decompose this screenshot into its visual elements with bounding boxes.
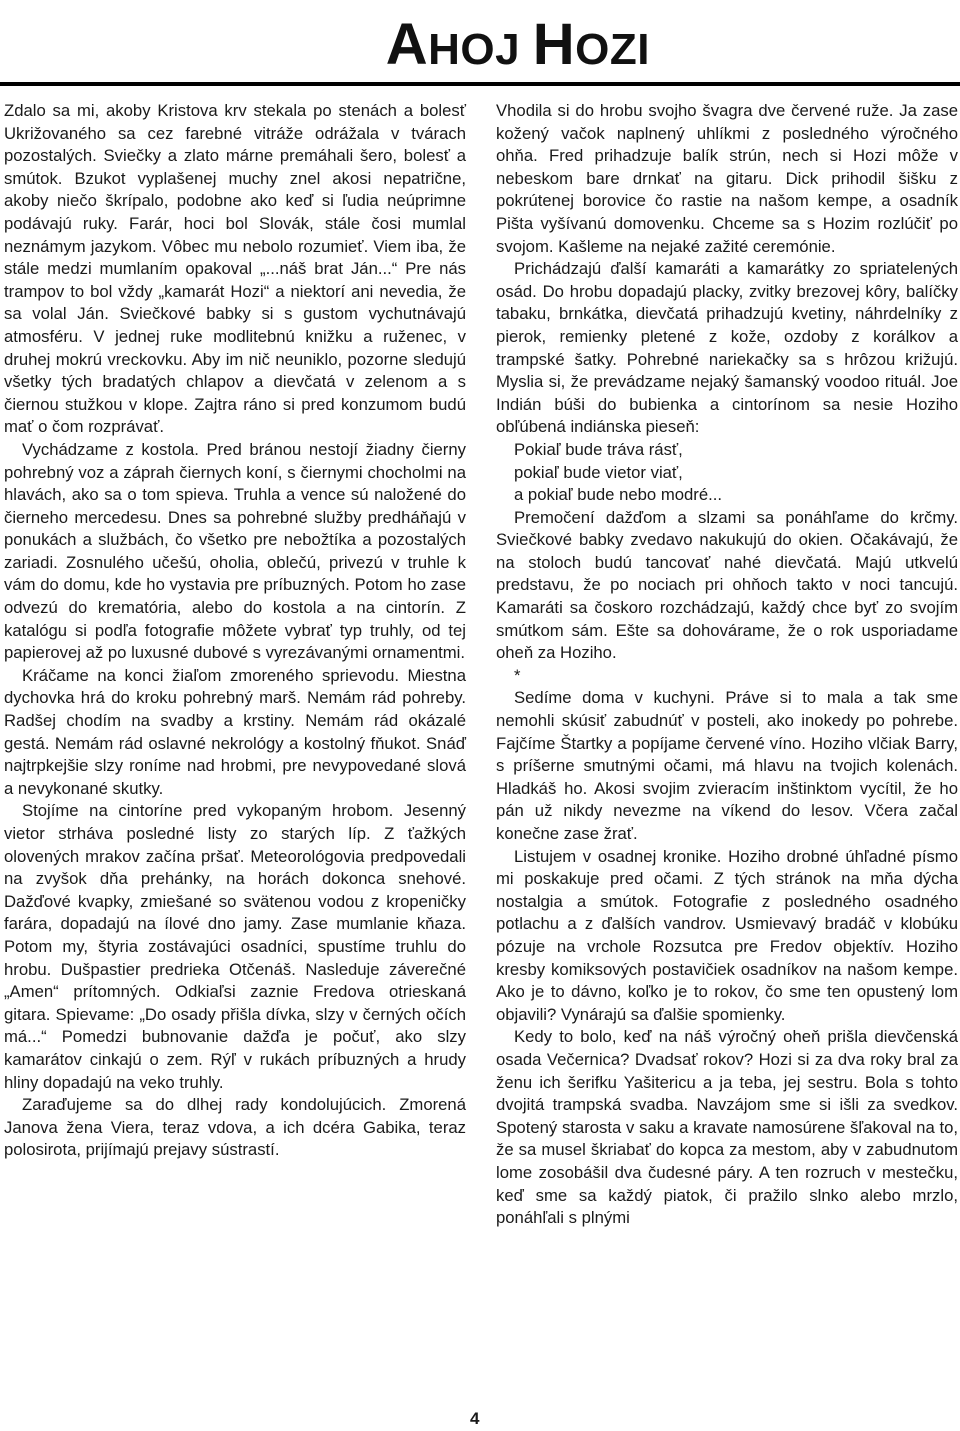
paragraph: Kedy to bolo, keď na náš výročný oheň prišla dievčenská osada Večernica? Dvadsať rokov? Hozi si za dva roky bral za ženu ich šerifku Yašitericu a ja teba, jej sestru. Bola s tohto dvojitá trampská svadba. Navzájom sme si išli za svedkov. Spotený starosta v saku a kravate namosúrene šľakoval na to, že sa musel škriabať do kopca za mestom, aby v zabudnutom lome zosobášil dva čudesné páry. A ten rozruch v mestečku, keď sme sa každý piatok, či pražilo slnko alebo mrzlo, ponáhľali s plnými bbox=[496, 1027, 958, 1228]
paragraph: Vychádzame z kostola. Pred bránou nestojí žiadny čierny pohrebný voz a záprah čiernych koní, s čiernymi chocholmi na hlavách, ako sa o tom spieva. Truhla a vence sú naložené do čierneho mercedesu. Dnes sa pohrebné služby predháňajú v ponukách a službách, čo všetko pre nebožtíka a pozostalých zariadi. Zosnulého učešú, oholia, oblečú, privezú v truhle k vám do domu, kde ho vystavia pre príbuzných. Potom ho zase odvezú do krematória, alebo do kostola a na cintorín. Z katalógu si podľa fotografie môžete vybrať typ truhly, od tej papierovej až po luxusné dubové s vyrezávanými ornamentmi. bbox=[4, 439, 466, 663]
page-number: 4 bbox=[470, 1409, 480, 1428]
song-verse-line: a pokiaľ bude nebo modré... bbox=[514, 485, 723, 505]
paragraph: Zdalo sa mi, akoby Kristova krv stekala po stenách a bolesť Ukrižovaného sa cez farebné vitráže odrážala v tvárach pozostalých. Sviečky a zlato márne premáhali šero, bolesť a smútok. Bzukot vyplašenej muchy znel akosi nepatrične, akoby niečo škrípalo, podobne ako keď si ľudia neúprimne podávajú ruky. Farár, hoci bol Slovák, stále čosi mumlal neznámym jazykom. Vôbec mu nebolo rozumieť. Viem iba, že stále medzi mumlaním opakoval „...náš brat Ján...“ Pre nás trampov to bol vždy „kamarát Hozi“ a niektorí ani nevedia, že sa volal Ján. Sviečkové babky si s gustom vychutnávajú atmosféru. V jednej ruke modlitebnú knižku a ruženec, v druhej mokrú vreckovku. Aby im nič neuniklo, pozorne sledujú všetky tých bradatých chlapov a dievčatá v zelenom a s čiernou stužkou v klope. Zajtra ráno si pred konzumom budú mať o čom rozprávať. bbox=[4, 101, 466, 437]
left-column bbox=[4, 100, 466, 1162]
title-rest-hoj: HOJ bbox=[428, 25, 533, 74]
header-rule bbox=[0, 82, 960, 86]
song-verse-line: Pokiaľ bude tráva rásť, bbox=[514, 439, 683, 459]
paragraph: Prichádzajú ďalší kamaráti a kamarátky zo spriatelených osád. Do hrobu dopadajú placky, zvitky brezovej kôry, balíčky tabaku, brnkátka, dievčatá prihadzujú kvetiny, náhrdelníky z pierok, remienky pletené z kože, ozdoby z korálkov a trampské šatky. Pohrebné nariekačky sa s hrôzou križujú. Myslia si, že prevádzame nejaký šamanský voodoo rituál. Joe Indián búši do bubienka a cintorínom sa nesie Hoziho obľúbená indiánska pieseň: bbox=[496, 259, 958, 437]
paragraph: Vhodila si do hrobu svojho švagra dve červené ruže. Ja zase kožený vačok naplnený uhlíkmi z posledného výročného ohňa. Fred prihadzuje balík strún, nech si Hozi môže v nebeskom bare drnkať na gitaru. Dick prihodil šišku z pokrútenej borovice čo rastie na našom kempe, a osadník Pišta vyšívanú domovenku. Chceme sa s Hozim rozlúčiť po svojom. Kašleme na nejaké zažité ceremónie. bbox=[496, 101, 958, 256]
title-initial-h: H bbox=[532, 12, 576, 77]
right-column bbox=[496, 100, 958, 1230]
paragraph: Zaraďujeme sa do dlhej rady kondolujúcich. Zmorená Janova žena Viera, teraz vdova, a ich dcéra Gabika, teraz polosirota, prijímajú prejavy sústrastí. bbox=[4, 1095, 466, 1160]
paragraph: Listujem v osadnej kronike. Hoziho drobné úhľadné písmo mi poskakuje pred očami. Z tých stránok na mňa dýcha nostalgia a smútok. Fotografie z posledného osadného potlachu a z ďalších vandrov. Usmievavý bradáč v klobúku pózuje na vrchole Rozsutca pre Fredov objektív. Hoziho kresby komiksových postavičiek osadníkov na našom kempe. Ako je to dávno, koľko je to rokov, čo sme ten opustený lom objavili? Vynárajú sa ďalšie spomienky. bbox=[496, 846, 958, 1024]
paragraph: Stojíme na cintoríne pred vykopaným hrobom. Jesenný vietor strháva posledné listy zo starých líp. Z ťažkých olovených mrakov začína pršať. Meteorológovia predpovedali na zvyšok dňa prehánky, na horách dokonca snehové. Dažďové kvapky, zmiešané so svätenou vodou z kropeničky farára, dopadajú na ílové dno jamy. Zase mumlanie kňaza. Potom my, štyria zostávajúci osadníci, spustíme truhlu do hrobu. Dušpastier predrieka Otčenáš. Nasleduje záverečné „Amen“ prítomných. Odkiaľsi zaznie Fredova otrieskaná gitara. Spievame: „Do osady přišla dívka, slzy v černých očích má...“ Pomedzi bubnovanie dažďa je počuť, ako slzy kamarátov cinkajú o zem. Rýľ v rukách príbuzných a hrudy hliny dopadajú na veko truhly. bbox=[4, 801, 466, 1092]
page-title bbox=[386, 8, 650, 87]
paragraph: Sedíme doma v kuchyni. Práve si to mala a tak sme nemohli skúsiť zabudnúť v posteli, ako inokedy po pohrebe. Fajčíme Štartky a popíjame červené víno. Hoziho vlčiak Barry, s príšerne smutnými očami, má hlavu na tvojich kolenách. Hladkáš ho. Akosi svojim zvieracím inštinktom vycítil, že ho pán už nikdy nevezme na víkend do lesov. Včera začal konečne zase žrať. bbox=[496, 688, 958, 843]
section-separator: * bbox=[514, 665, 521, 685]
title-rest-ozi: OZI bbox=[575, 25, 650, 74]
paragraph: Kráčame na konci žiaľom zmoreného sprievodu. Miestna dychovka hrá do kroku pohrebný marš. Nemám rád pohreby. Radšej chodím na svadby a krstiny. Nemám rád okázalé gestá. Nemám rád oslavné nekrológy a kostolný fňukot. Snáď najtrpkejšie slzy roníme nad hrobmi, pre nevypovedané slová a nevykonané skutky. bbox=[4, 665, 466, 798]
title-initial-a: A bbox=[385, 12, 429, 77]
paragraph: Premočení dažďom a slzami sa ponáhľame do krčmy. Sviečkové babky zvedavo nakukujú do okien. Očakávajú, že na stoloch budú tancovať nahé dievčatá. Majú utkvelú predstavu, že po nociach pri ohňoch takto v noci tancujú. Kamaráti sa čoskoro rozchádzajú, každý chce byť zo svojím smútkom sám. Ešte sa dohovárame, že o rok usporiadame oheň za Hoziho. bbox=[496, 507, 958, 663]
song-verse-line: pokiaľ bude vietor viať, bbox=[514, 462, 683, 482]
